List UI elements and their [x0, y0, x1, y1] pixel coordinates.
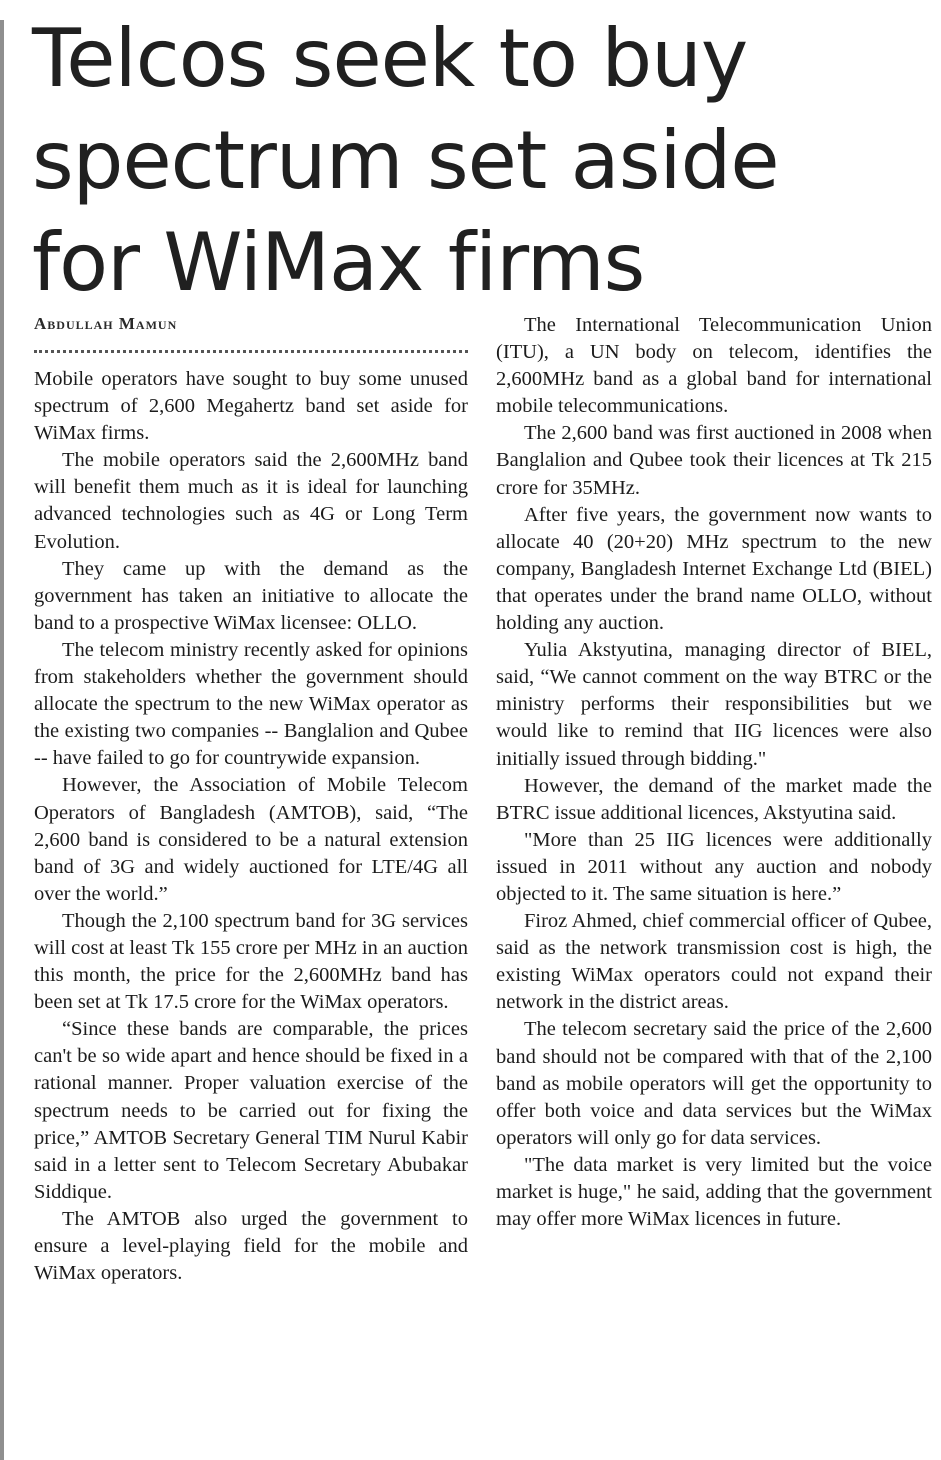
paragraph: "The data market is very limited but the voice market is huge," he said, adding that the government may offer more WiMax licences in future. — [496, 1153, 932, 1231]
paragraph: Though the 2,100 spectrum band for 3G services will cost at least Tk 155 crore per MHz in an auction this month, the price for the 2,600MHz band has been set at Tk 17.5 crore for the WiMax operators. — [34, 909, 468, 1014]
paragraph: Mobile operators have sought to buy some unused spectrum of 2,600 Megahertz band set aside for WiMax firms. — [34, 368, 468, 445]
paragraph: The AMTOB also urged the government to ensure a level-playing field for the mobile and WiMax operators. — [34, 1207, 468, 1285]
headline-line: for WiMax firms — [32, 216, 645, 309]
paragraph: The telecom secretary said the price of the 2,600 band should not be compared with that of the 2,100 band as mobile operators will get the opportunity to offer both voice and data services but the WiMax operators will only go for data services. — [496, 1018, 932, 1149]
headline-line: Telcos seek to buy — [32, 12, 748, 105]
headline-line: spectrum set aside — [32, 114, 779, 207]
paragraph: The 2,600 band was first auctioned in 2008 when Banglalion and Qubee took their licences at Tk 215 crore for 35MHz. — [496, 422, 932, 499]
paragraph: "More than 25 IIG licences were additionally issued in 2011 without any auction and nobody objected to it. The same situation is here.” — [496, 828, 932, 905]
byline-divider — [34, 350, 468, 353]
byline: Abdullah Mamun — [34, 314, 178, 333]
left-column — [34, 366, 468, 1287]
paragraph: Firoz Ahmed, chief commercial officer of Qubee, said as the network transmission cost is high, the existing WiMax operators could not expand their network in the district areas. — [496, 910, 932, 1014]
paragraph: The mobile operators said the 2,600MHz band will benefit them much as it is ideal for launching advanced technologies such as 4G or Long Term Evolution. — [34, 449, 468, 553]
right-column — [496, 312, 932, 1233]
headline — [32, 8, 932, 314]
paragraph: “Since these bands are comparable, the prices can't be so wide apart and hence should be fixed in a rational manner. Proper valuation exercise of the spectrum needs to be carried out for fixing the price,” AMTOB Secretary General TIM Nurul Kabir said in a letter sent to Telecom Secretary Abubakar Siddique. — [34, 1018, 468, 1203]
paragraph: However, the Association of Mobile Telecom Operators of Bangladesh (AMTOB), said, “The 2,600 band is considered to be a natural extension band of 3G and widely auctioned for LTE/4G all over the world.” — [34, 774, 468, 905]
paragraph: The International Telecommunication Union (ITU), a UN body on telecom, identifies the 2,600MHz band as a global band for international mobile telecommunications. — [496, 314, 932, 418]
paragraph: The telecom ministry recently asked for opinions from stakeholders whether the government should allocate the spectrum to the new WiMax operator as the existing two companies -- Banglalion and Qubee -- have failed to go for countrywide expansion. — [34, 638, 468, 770]
column-rule — [0, 20, 4, 1460]
paragraph: After five years, the government now wants to allocate 40 (20+20) MHz spectrum to the new company, Bangladesh Internet Exchange Ltd (BIEL) that operates under the brand name OLLO, without holding any auction. — [496, 503, 932, 635]
paragraph: Yulia Akstyutina, managing director of BIEL, said, “We cannot comment on the way BTRC or the ministry performs their responsibilities but we would like to remind that IIG licences were also initially issued through bidding." — [496, 639, 932, 770]
paragraph: They came up with the demand as the government has taken an initiative to allocate the band to a prospective WiMax licensee: OLLO. — [34, 557, 468, 634]
paragraph: However, the demand of the market made the BTRC issue additional licences, Akstyutina said. — [496, 774, 932, 824]
